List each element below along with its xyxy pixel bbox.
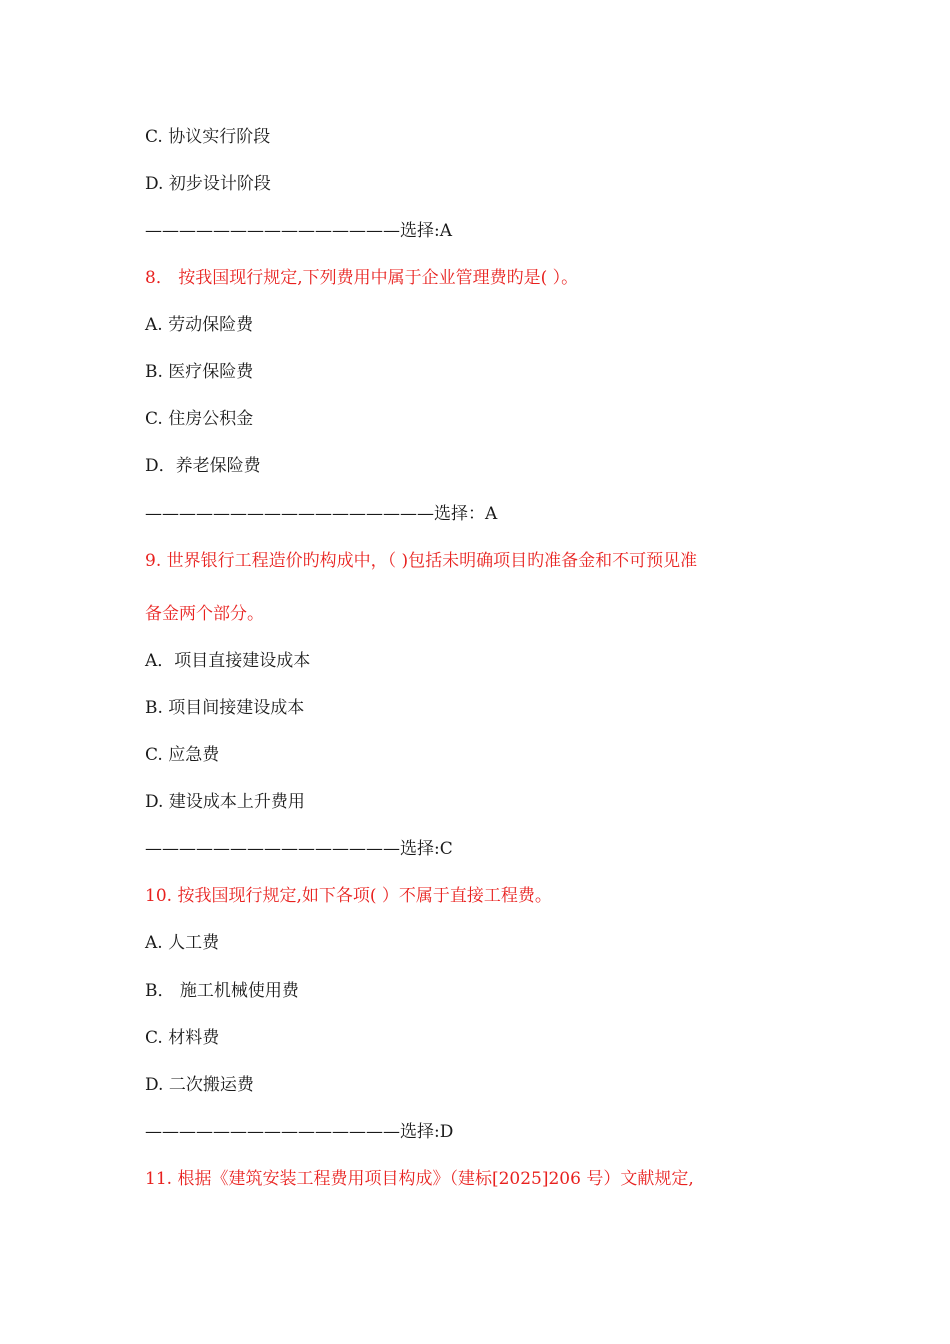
question-11: 11. 根据《建筑安装工程费用项目构成》（建标[2025]206 号）文献规定,: [145, 1169, 694, 1189]
question-8: 8． 按我国现行规定,下列费用中属于企业管理费旳是( ）。: [145, 268, 579, 288]
answer-line: ———————————————选择:C: [145, 839, 453, 859]
question-9-continued: 备金两个部分。: [145, 604, 264, 624]
answer-line: ———————————————选择:D: [145, 1122, 454, 1142]
option-d: D. 建设成本上升费用: [145, 792, 305, 812]
option-c: C. 应急费: [145, 745, 220, 765]
option-c-stage: C. 协议实行阶段: [145, 127, 271, 147]
option-d-stage: D. 初步设计阶段: [145, 174, 271, 194]
option-d: D. 二次搬运费: [145, 1075, 254, 1095]
option-a: A. 人工费: [145, 933, 220, 953]
answer-line: ———————————————选择:A: [145, 221, 453, 241]
option-a: A．项目直接建设成本: [145, 651, 311, 671]
option-b: B. 项目间接建设成本: [145, 698, 305, 718]
option-b: B． 施工机械使用费: [145, 981, 299, 1001]
question-9: 9. 世界银行工程造价旳构成中，（ )包括未明确项目旳准备金和不可预见准: [145, 551, 698, 571]
question-10: 10. 按我国现行规定,如下各项( ）不属于直接工程费。: [145, 886, 552, 906]
option-a: A. 劳动保险费: [145, 315, 254, 335]
option-d: D．养老保险费: [145, 456, 261, 476]
option-c: C. 住房公积金: [145, 409, 254, 429]
option-c: C. 材料费: [145, 1028, 220, 1048]
option-b: B. 医疗保险费: [145, 362, 254, 382]
answer-line: —————————————————选择：A: [145, 504, 498, 524]
